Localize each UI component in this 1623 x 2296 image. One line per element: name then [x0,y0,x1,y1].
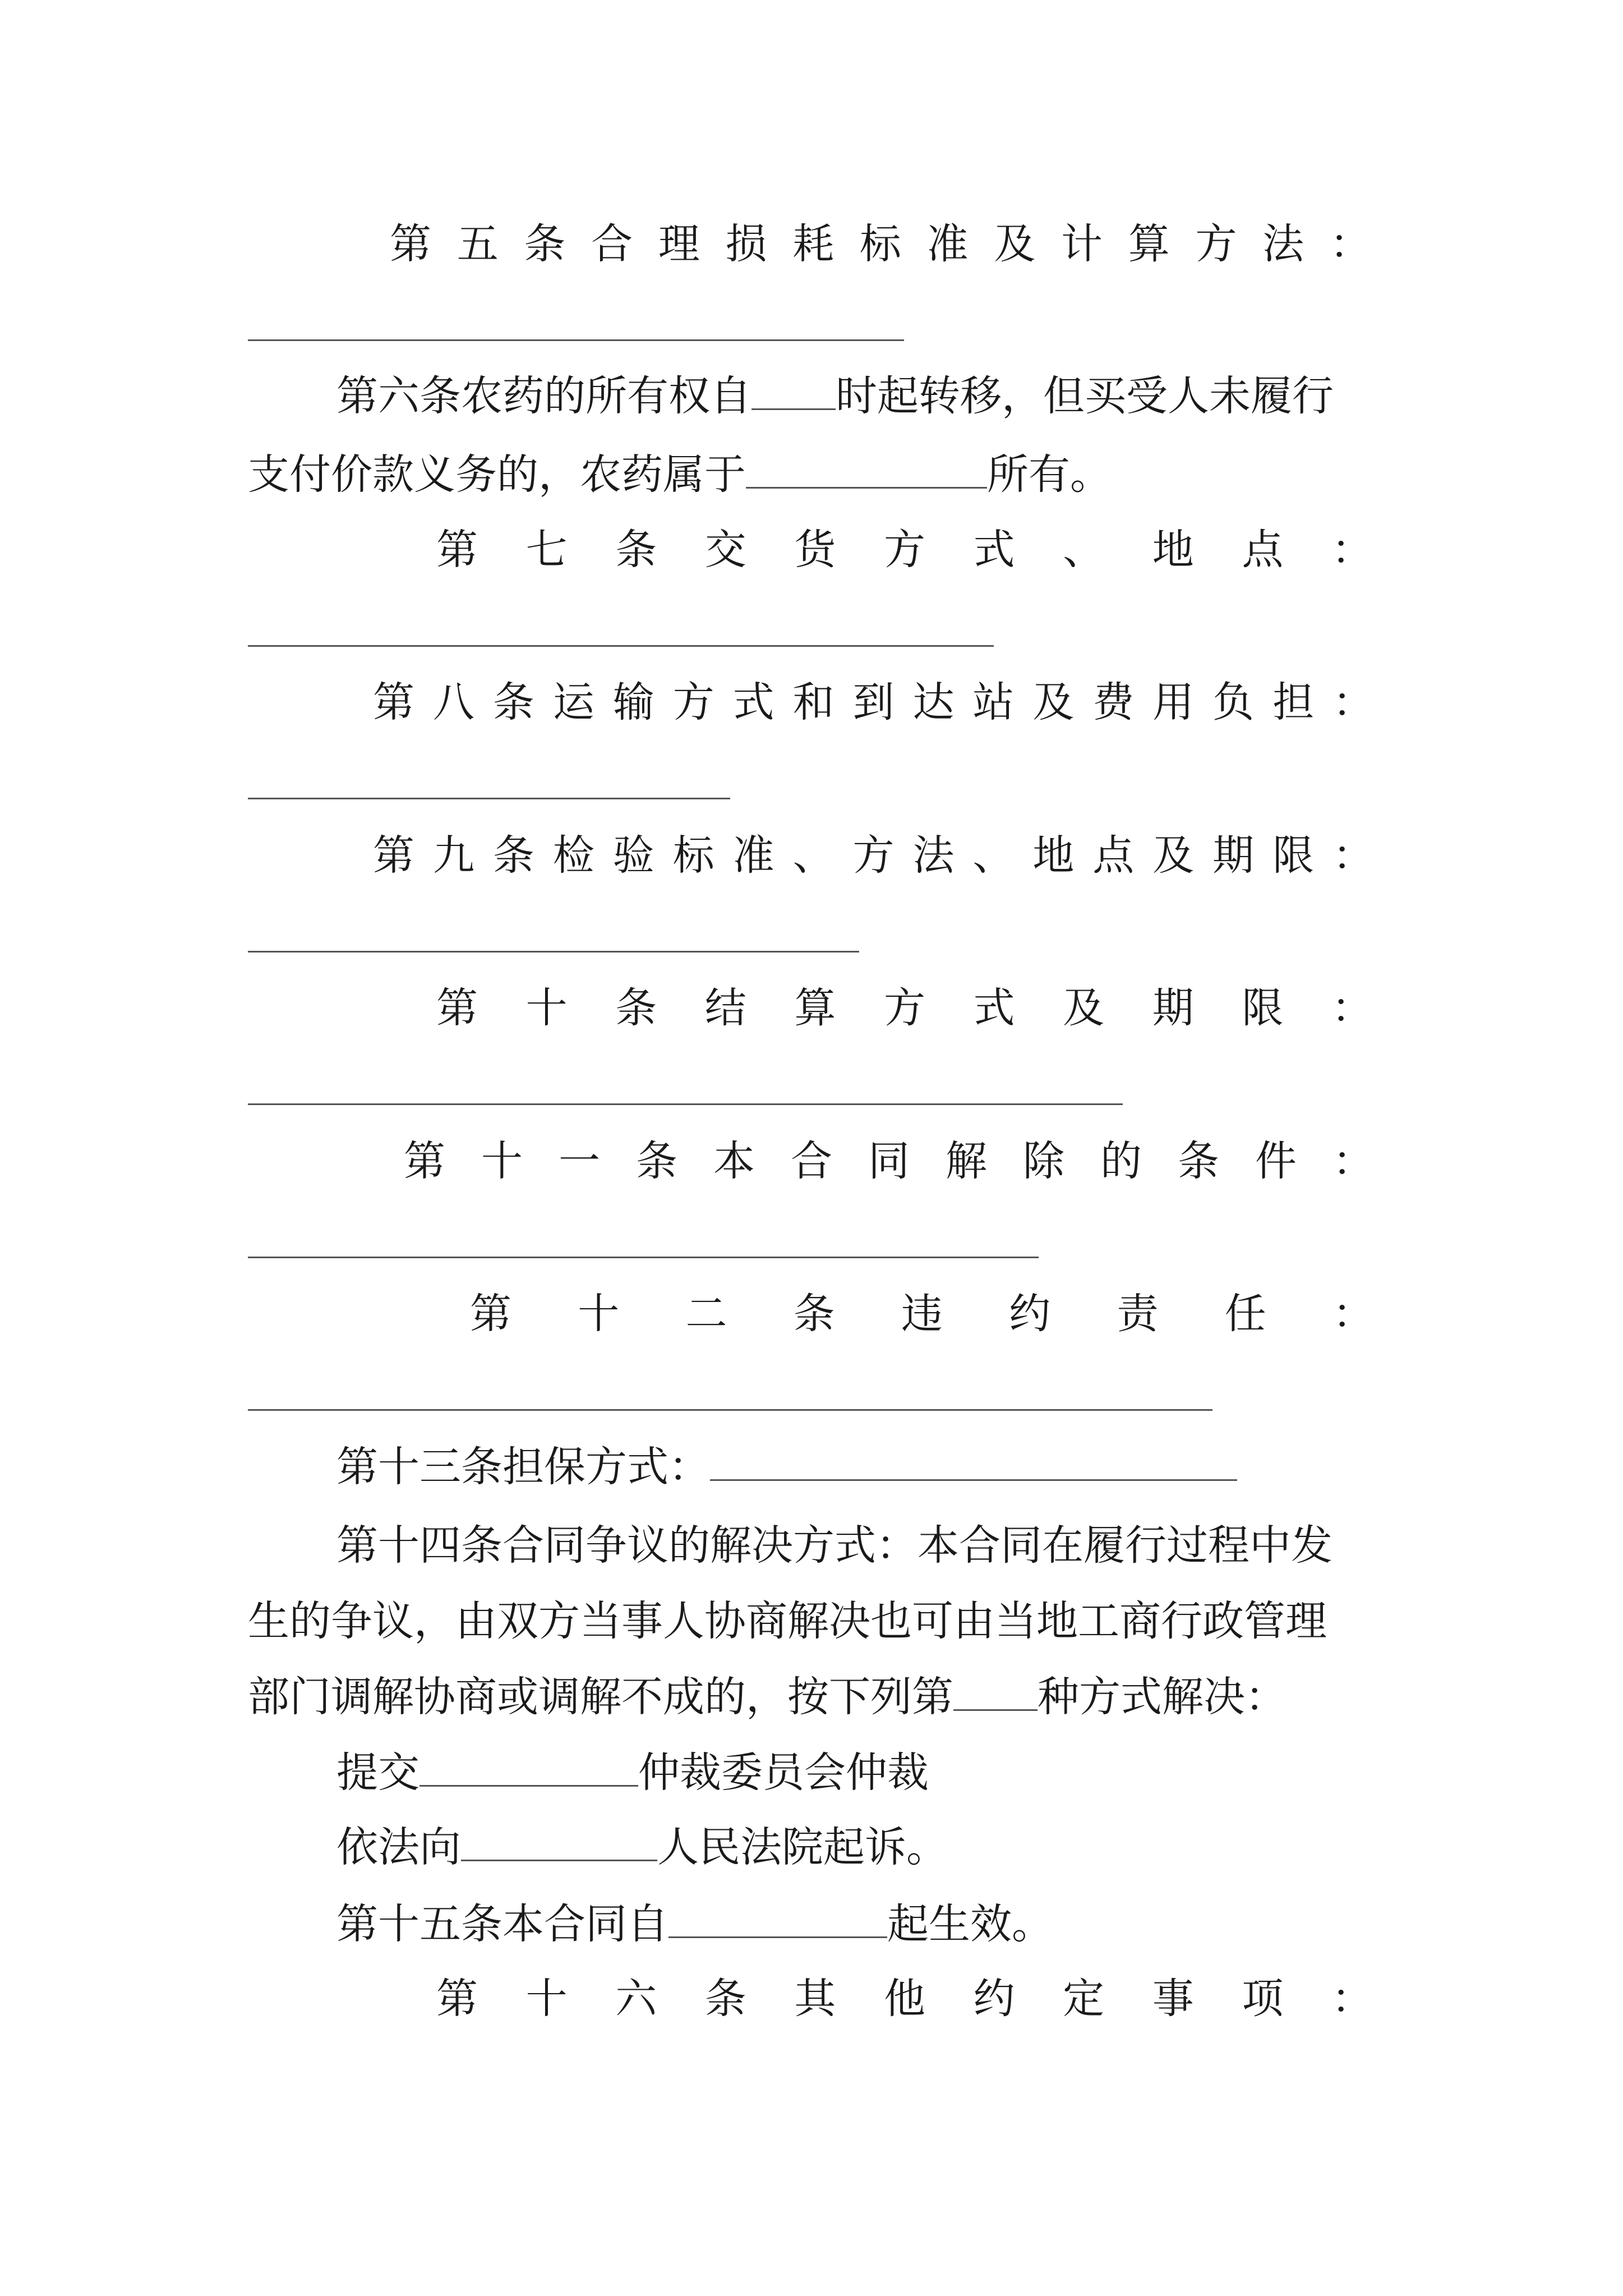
article-5-blank-line [248,339,904,341]
article-15-start: 第十五条本合同自 [336,1900,668,1948]
heading-char: 条 [1178,1137,1219,1185]
heading-char: 计 [1061,220,1103,268]
heading-char: 结 [704,984,746,1032]
article-16-heading [436,1971,1373,2027]
heading-char: 本 [713,1137,755,1185]
heading-char: 地 [1032,831,1075,880]
heading-char: 一 [559,1137,600,1185]
heading-char: 及 [1063,984,1105,1032]
heading-char: 限 [1272,831,1315,880]
article-13-line [336,1439,1237,1495]
heading-char: 十 [578,1290,620,1338]
article-6-line-2-end: 所有。 [987,450,1112,499]
heading-char: 条 [492,831,534,880]
heading-char: 、 [972,831,1015,880]
heading-char: 期 [1152,984,1194,1032]
article-14-option-1-end: 仲裁委员会仲裁 [638,1749,929,1797]
heading-char: 第 [470,1290,511,1338]
heading-char: 点 [1092,831,1135,880]
heading-char: 事 [1152,1975,1194,2023]
article-12-blank-line [248,1409,1212,1411]
heading-char: ： [1332,1137,1374,1185]
heading-char: 条 [524,220,566,268]
heading-char: 及 [1032,678,1075,726]
article-5-heading [390,216,1371,272]
heading-char: 交 [704,526,746,574]
heading-char: 法 [1262,220,1304,268]
heading-char: 第 [373,831,414,880]
heading-char: 标 [859,220,901,268]
heading-char: 法 [912,831,955,880]
heading-char: 件 [1255,1137,1297,1185]
heading-char: 除 [1023,1137,1064,1185]
heading-char: 项 [1242,1975,1284,2023]
heading-char: 货 [794,526,836,574]
heading-char: 式 [973,526,1015,574]
heading-char: ： [1329,220,1371,268]
article-14-line-1: 第十四条合同争议的解决方式：本合同在履行过程中发 [336,1521,1332,1570]
heading-char: 九 [432,831,474,880]
article-8-blank-line [248,798,730,799]
article-14-option-1 [336,1745,929,1801]
heading-char: 方 [852,831,895,880]
article-14-option-2 [336,1819,948,1875]
article-14-line-3-end: 种方式解决： [1038,1673,1287,1721]
heading-char: 耗 [792,220,834,268]
heading-char: 理 [658,220,700,268]
article-6-blank-time [751,375,836,410]
article-14-option-2-end: 人民法院起诉。 [657,1823,948,1871]
heading-char: 约 [1009,1290,1051,1338]
heading-char: 输 [612,678,654,726]
heading-char: 二 [685,1290,727,1338]
heading-char: 条 [615,526,657,574]
heading-char: 条 [615,984,657,1032]
article-15-line [336,1896,1053,1952]
heading-char: 式 [732,678,774,726]
heading-char: ： [1332,678,1374,726]
heading-char: 、 [792,831,834,880]
heading-char: 合 [591,220,633,268]
article-9-blank-line [248,951,859,953]
heading-char: 同 [868,1137,910,1185]
heading-char: 期 [1212,831,1255,880]
heading-char: 违 [901,1290,943,1338]
heading-char: 条 [704,1975,746,2023]
heading-char: 第 [436,984,478,1032]
heading-char: 及 [1152,831,1195,880]
heading-char: 十 [525,984,568,1032]
heading-char: 检 [552,831,594,880]
article-14-blank-arbitration [419,1751,638,1787]
article-14-blank-method [953,1676,1038,1711]
article-6-line-2-start: 支付价款义务的，农药属于 [248,450,746,499]
article-6-line-2 [248,447,1112,503]
heading-char: 站 [972,678,1015,726]
heading-char: 他 [883,1975,925,2023]
heading-char: 式 [973,984,1015,1032]
article-12-heading [470,1286,1374,1342]
article-15-end: 起生效。 [887,1900,1053,1948]
heading-char: 算 [1128,220,1170,268]
heading-char: 十 [525,1975,568,2023]
heading-char: 约 [973,1975,1015,2023]
heading-char: 第 [404,1137,445,1185]
article-14-option-2-start: 依法向 [336,1823,461,1871]
article-6-line-1 [336,368,1334,424]
heading-char: 的 [1100,1137,1142,1185]
heading-char: 、 [1063,526,1105,574]
heading-char: 验 [612,831,654,880]
heading-char: 到 [852,678,895,726]
article-10-blank-line [248,1103,1123,1105]
heading-char: 解 [946,1137,987,1185]
heading-char: 准 [926,220,969,268]
heading-char: 方 [883,526,925,574]
heading-char: 六 [615,1975,657,2023]
heading-char: 费 [1092,678,1135,726]
heading-char: 算 [794,984,836,1032]
article-14-line-3 [248,1669,1287,1725]
heading-char: 点 [1242,526,1284,574]
article-15-blank-effective [668,1903,887,1938]
heading-char: 五 [457,220,499,268]
heading-char: 条 [636,1137,677,1185]
heading-char: 运 [552,678,594,726]
article-7-heading [436,522,1373,578]
article-6-blank-owner [746,453,987,489]
heading-char: 和 [792,678,834,726]
heading-char: 任 [1224,1290,1266,1338]
article-14-option-1-start: 提交 [336,1749,419,1797]
heading-char: ： [1331,984,1373,1032]
heading-char: 及 [994,220,1036,268]
heading-char: 条 [793,1290,835,1338]
heading-char: 负 [1212,678,1255,726]
heading-char: 限 [1242,984,1284,1032]
heading-char: 损 [725,220,767,268]
article-14-blank-court [461,1826,657,1861]
heading-char: 八 [432,678,474,726]
heading-char: 其 [794,1975,836,2023]
heading-char: ： [1331,526,1373,574]
heading-char: 方 [883,984,925,1032]
article-10-heading [436,980,1373,1036]
heading-char: 第 [390,220,431,268]
heading-char: 责 [1117,1290,1159,1338]
heading-char: ： [1332,1290,1374,1338]
heading-char: 担 [1272,678,1315,726]
heading-char: 条 [492,678,534,726]
heading-char: 用 [1152,678,1195,726]
article-11-blank-line [248,1257,1039,1258]
heading-char: ： [1332,831,1374,880]
article-13-blank-guarantee [710,1446,1237,1481]
heading-char: 合 [791,1137,832,1185]
article-13-label: 第十三条担保方式： [336,1443,710,1491]
heading-char: 标 [672,831,714,880]
article-6-line-1-start: 第六条农药的所有权自 [336,372,751,420]
article-14-line-3-start: 部门调解协商或调解不成的，按下列第 [248,1673,953,1721]
article-6-line-1-end: 时起转移，但买受人未履行 [836,372,1334,420]
article-14-line-2: 生的争议，由双方当事人协商解决也可由当地工商行政管理 [248,1597,1327,1645]
heading-char: ： [1331,1975,1373,2023]
article-9-heading [373,827,1374,884]
article-8-heading [373,674,1374,730]
heading-char: 达 [912,678,955,726]
heading-char: 第 [436,1975,478,2023]
heading-char: 定 [1063,1975,1105,2023]
heading-char: 准 [732,831,774,880]
article-7-blank-line [248,645,994,647]
heading-char: 地 [1152,526,1194,574]
heading-char: 方 [672,678,714,726]
heading-char: 七 [525,526,568,574]
heading-char: 十 [481,1137,523,1185]
heading-char: 第 [436,526,478,574]
heading-char: 第 [373,678,414,726]
heading-char: 方 [1195,220,1237,268]
article-11-heading [404,1133,1374,1189]
